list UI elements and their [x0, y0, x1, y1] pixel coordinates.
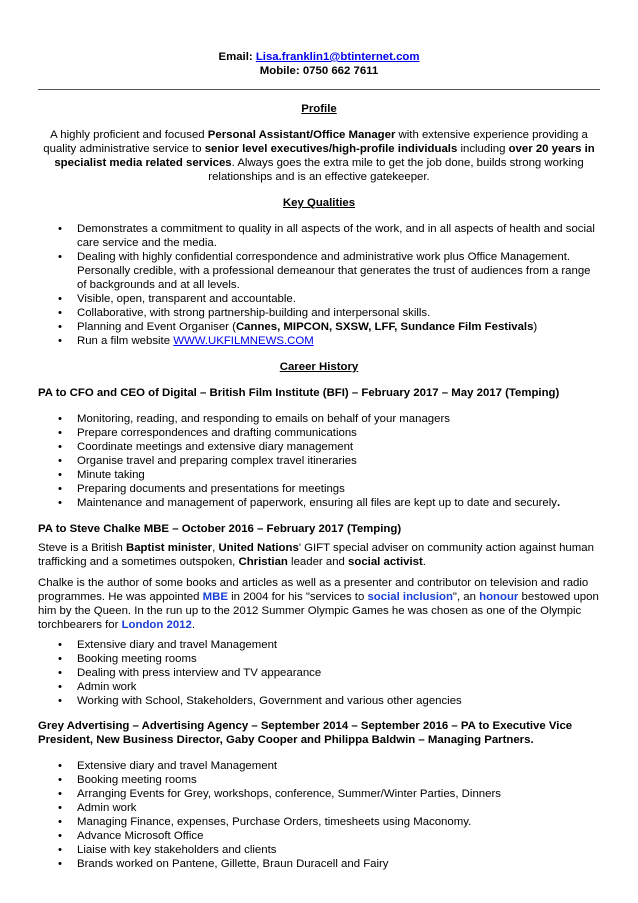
event-text-pre: Planning and Event Organiser ( [77, 321, 236, 333]
p2-text: Chalke is the author of some books and articles as well as a presenter and contributor on television and radio programmes. He was appointed [38, 577, 589, 603]
list-item: • Collaborative, with strong partnership-building and interpersonal skills. [38, 306, 600, 320]
list-item: • Brands worked on Pantene, Gillette, Braun Duracell and Fairy [38, 857, 600, 871]
list-item: • Extensive diary and travel Management [38, 638, 600, 652]
list-item: • Organise travel and preparing complex travel itineraries [38, 454, 600, 468]
p2-highlight: social inclusion [367, 591, 453, 603]
duty-end: . [556, 497, 561, 509]
email-label: Email: [218, 51, 253, 63]
profile-bold-2: senior level executives/high-profile individuals [204, 143, 458, 155]
event-text-post: ) [533, 321, 538, 333]
list-item [38, 334, 600, 348]
duty-text: Maintenance and management of paperwork, ensuring all files are kept up to date and securely [77, 497, 557, 509]
p2-highlight: honour [479, 591, 519, 603]
p1-bold: United Nations [218, 542, 299, 554]
list-item [38, 496, 600, 510]
key-qualities-list [38, 222, 600, 348]
list-item: • Dealing with press interview and TV appearance [38, 666, 600, 680]
key-qualities-heading: Key Qualities [282, 197, 356, 209]
mobile-number: 0750 662 7611 [302, 65, 379, 77]
p2-text: . [191, 619, 196, 631]
list-item: • Arranging Events for Grey, workshops, conference, Summer/Winter Parties, Dinners [38, 787, 600, 801]
career-history-heading: Career History [279, 361, 359, 373]
list-item: • Liaise with key stakeholders and clients [38, 843, 600, 857]
list-item: • Extensive diary and travel Management [38, 759, 600, 773]
list-item: • Preparing documents and presentations for meetings [38, 482, 600, 496]
cv-page [38, 50, 600, 871]
profile-text-4: . Always goes the extra mile to get the job done, builds strong working relationships and is an effective gatekeeper. [208, 157, 584, 183]
p1-bold: Christian [238, 556, 288, 568]
p2-highlight: London 2012 [121, 619, 192, 631]
list-item: • Working with School, Stakeholders, Government and various other agencies [38, 694, 600, 708]
job-bfi-duties [38, 412, 600, 510]
p1-text: . [422, 556, 426, 568]
p2-text: bestowed upon him by the Queen. In the run up to the 2012 Summer Olympic Games he was chosen as one of the Olympic torchbearers for [38, 591, 599, 631]
list-item: • Visible, open, transparent and accountable. [38, 292, 600, 306]
job-title-grey: Grey Advertising – Advertising Agency – September 2014 – September 2016 – PA to Executive Vice President, New Business Director, Gaby Cooper and Philippa Baldwin – Managing Partners. [38, 720, 573, 746]
event-festivals: Cannes, MIPCON, SXSW, LFF, Sundance Film Festivals [235, 321, 534, 333]
list-item: • Booking meeting rooms [38, 652, 600, 666]
p1-bold: social activist [348, 556, 423, 568]
p1-bold: Baptist minister [126, 542, 213, 554]
job-title-bfi: PA to CFO and CEO of Digital – British Film Institute (BFI) – February 2017 – May 2017 (Temping) [38, 387, 560, 399]
profile-heading: Profile [301, 103, 337, 115]
list-item: • Managing Finance, expenses, Purchase Orders, timesheets using Maconomy. [38, 815, 600, 829]
profile-bold-1: Personal Assistant/Office Manager [207, 129, 396, 141]
list-item: • Demonstrates a commitment to quality in all aspects of the work, and in all aspects of health and social care service and the media. [38, 222, 600, 250]
p1-text: ' GIFT special adviser on community action against human trafficking and a sometimes outspoken, [38, 542, 594, 568]
list-item: • Prepare correspondences and drafting communications [38, 426, 600, 440]
email-line [38, 50, 600, 64]
list-item: • Admin work [38, 801, 600, 815]
list-item: • Minute taking [38, 468, 600, 482]
mobile-line [38, 64, 600, 78]
p1-text: Steve is a British [38, 542, 126, 554]
chalke-paragraph-1 [38, 541, 600, 569]
list-item: • Dealing with highly confidential correspondence and administrative work plus Office Management. Personally credible, with a professional demeanour that generates the trust of audiences from a range of backgrounds and at all levels. [38, 250, 600, 292]
profile-bold-3: over 20 years in specialist media related services [54, 143, 595, 169]
email-link[interactable]: Lisa.franklin1@btinternet.com [255, 51, 420, 63]
website-link[interactable]: WWW.UKFILMNEWS.COM [173, 335, 314, 347]
mobile-label: Mobile: [259, 65, 300, 77]
job-chalke-duties [38, 638, 600, 708]
list-item: • Admin work [38, 680, 600, 694]
profile-text-3: including [457, 143, 509, 155]
list-item: • Coordinate meetings and extensive diary management [38, 440, 600, 454]
header-divider [38, 89, 600, 90]
profile-text-2: with extensive experience providing a quality administrative service to [43, 129, 588, 155]
list-item [38, 320, 600, 334]
profile-paragraph [38, 128, 600, 184]
p1-text: leader and [287, 556, 349, 568]
p1-text: , [212, 542, 219, 554]
p2-highlight: MBE [202, 591, 228, 603]
job-title-chalke: PA to Steve Chalke MBE – October 2016 – February 2017 (Temping) [38, 523, 402, 535]
list-item: • Booking meeting rooms [38, 773, 600, 787]
p2-text: in 2004 for his "services to [227, 591, 368, 603]
profile-text-1: A highly proficient and focused [50, 129, 208, 141]
chalke-paragraph-2 [38, 576, 600, 632]
website-text: Run a film website [77, 335, 174, 347]
job-grey-duties [38, 759, 600, 871]
list-item: • Monitoring, reading, and responding to emails on behalf of your managers [38, 412, 600, 426]
contact-block [38, 50, 600, 78]
p2-text: ", an [452, 591, 480, 603]
list-item: • Advance Microsoft Office [38, 829, 600, 843]
